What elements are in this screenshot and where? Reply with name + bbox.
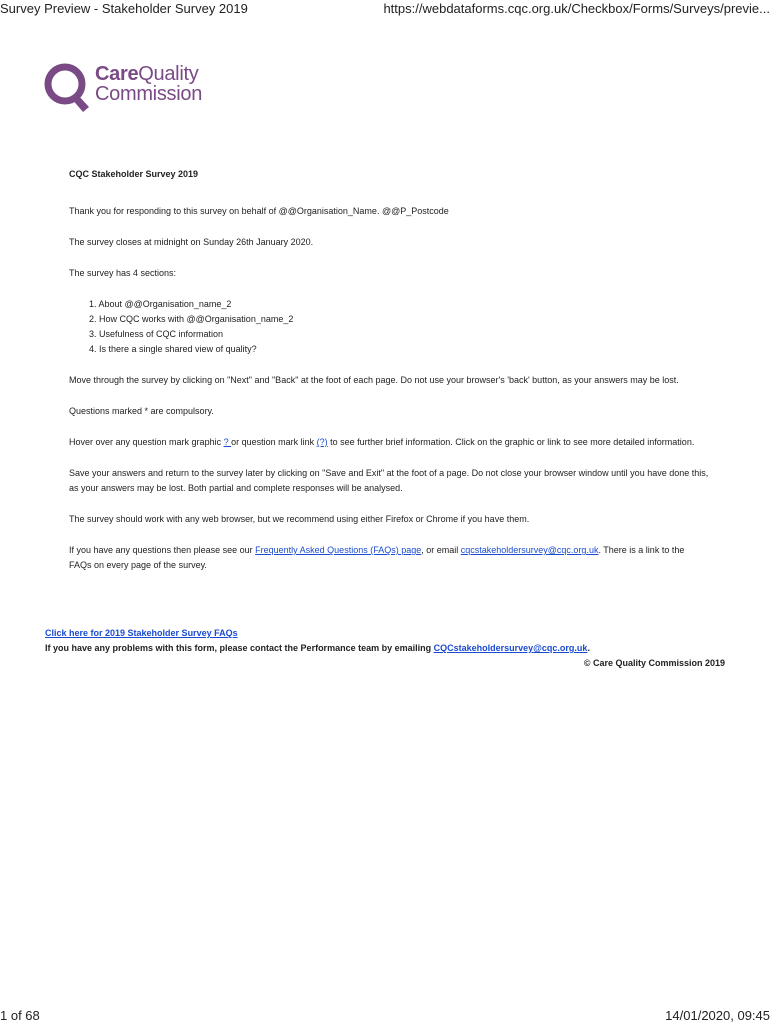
section-item: 1. About @@Organisation_name_2 bbox=[89, 299, 232, 309]
hover-text-mid: or question mark link bbox=[231, 437, 317, 447]
logo-wordmark bbox=[95, 64, 202, 104]
print-datetime: 14/01/2020, 09:45 bbox=[665, 1008, 770, 1023]
thanks-text: Thank you for responding to this survey on behalf of @@Organisation_Name. @@P_Postcode bbox=[69, 206, 449, 216]
section-item: 2. How CQC works with @@Organisation_name_2 bbox=[89, 314, 294, 324]
questions-text-post: . There is a link to the FAQs on every page of the survey. bbox=[69, 545, 685, 570]
cqc-logo bbox=[43, 60, 213, 116]
survey-email-link[interactable]: cqcstakeholdersurvey@cqc.org.uk bbox=[460, 545, 599, 555]
browser-url: https://webdataforms.cqc.org.uk/Checkbox/Forms/Surveys/previe... bbox=[383, 1, 770, 16]
hover-text-pre: Hover over any question mark graphic bbox=[69, 437, 224, 447]
section-item: 3. Usefulness of CQC information bbox=[89, 329, 224, 339]
browser-page-title: Survey Preview - Stakeholder Survey 2019 bbox=[0, 1, 248, 16]
hover-text-post: to see further brief information. Click on the graphic or link to see more detailed information. bbox=[327, 437, 695, 447]
section-item: 4. Is there a single shared view of quality? bbox=[89, 344, 257, 354]
questions-text-pre: If you have any questions then please see our bbox=[69, 545, 256, 555]
navigation-note: Move through the survey by clicking on "Next" and "Back" at the foot of each page. Do not use your browser's 'back' button, as your answers may be lost. bbox=[69, 375, 679, 385]
problems-email-link[interactable]: CQCstakeholdersurvey@cqc.org.uk bbox=[433, 643, 588, 653]
problems-text-pre: If you have any problems with this form, please contact the Performance team by emailing bbox=[45, 643, 434, 653]
sections-list bbox=[69, 297, 709, 357]
problems-note bbox=[45, 641, 725, 656]
compulsory-note: Questions marked * are compulsory. bbox=[69, 406, 214, 416]
questions-note bbox=[69, 543, 709, 573]
faq-footer-link[interactable]: Click here for 2019 Stakeholder Survey FAQs bbox=[45, 628, 238, 638]
sections-block bbox=[69, 266, 709, 281]
page-count: 1 of 68 bbox=[0, 1008, 40, 1023]
sections-intro: The survey has 4 sections: bbox=[69, 268, 177, 278]
page-footer-block bbox=[45, 626, 725, 671]
cqc-q-mark-icon bbox=[43, 60, 93, 116]
logo-word-care: Care bbox=[95, 63, 139, 85]
question-mark-graphic[interactable]: ? bbox=[223, 437, 232, 447]
survey-intro bbox=[69, 167, 709, 589]
hover-help-note bbox=[69, 435, 709, 450]
logo-word-commission: Commission bbox=[95, 83, 203, 105]
copyright-text: © Care Quality Commission 2019 bbox=[583, 658, 725, 668]
faq-page-link[interactable]: Frequently Asked Questions (FAQs) page bbox=[255, 545, 422, 555]
question-mark-link[interactable]: (?) bbox=[316, 437, 328, 447]
save-note: Save your answers and return to the survey later by clicking on "Save and Exit" at the foot of a page. Do not close your browser window until you have done this, as your answers may be lost. Both partial and complete responses will be analysed. bbox=[69, 468, 709, 493]
logo-word-quality: Quality bbox=[138, 63, 199, 85]
closing-date-text: The survey closes at midnight on Sunday 26th January 2020. bbox=[69, 237, 314, 247]
survey-title: CQC Stakeholder Survey 2019 bbox=[69, 169, 199, 179]
problems-text-post: . bbox=[587, 643, 590, 653]
questions-text-mid: , or email bbox=[421, 545, 461, 555]
browser-note: The survey should work with any web browser, but we recommend using either Firefox or Chrome if you have them. bbox=[69, 514, 530, 524]
